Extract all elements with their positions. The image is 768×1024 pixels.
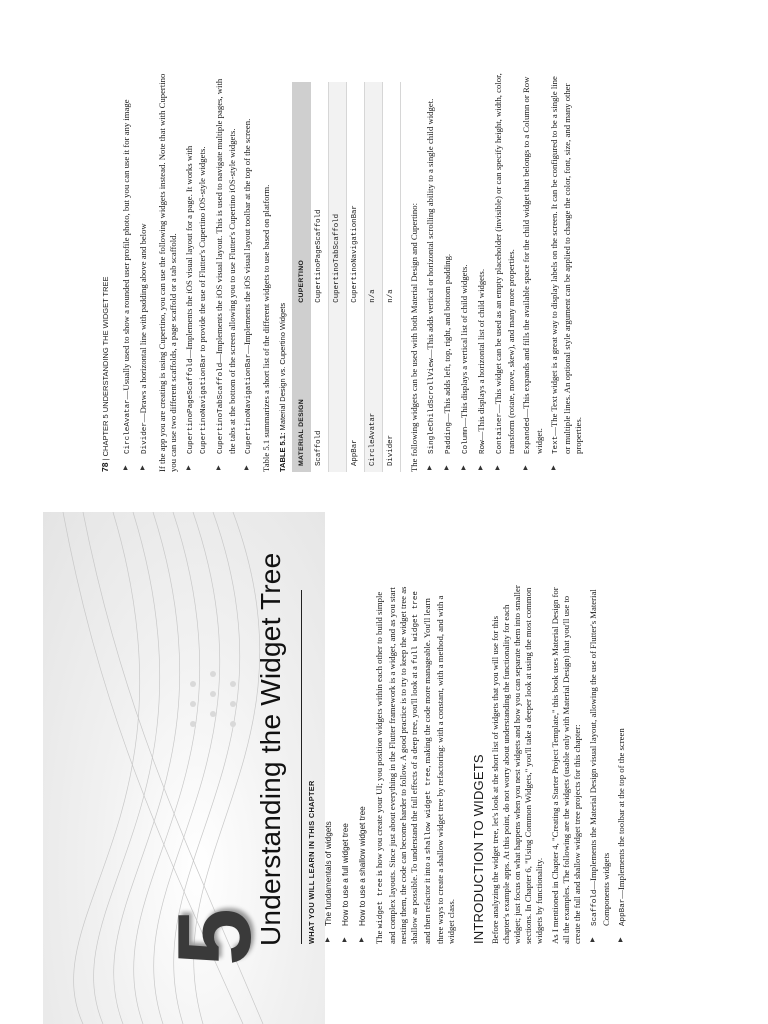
- body-paragraph: If the app you are creating is using Cupertino, you can use the following widgets instead. Note that with Cupertino you can use two different scaffolds, a page scaffold or a tab scaffold.: [157, 73, 178, 472]
- chapter-number: 5: [157, 908, 273, 966]
- widgets-table: [277, 82, 401, 472]
- body-paragraph: Before analyzing the widget tree, let's look at the short list of widgets that you will use for this chapter's example apps. At this point, do not worry about understanding the functionality for each widget; just focus on what happens when you nest widgets and how you can separate them into smaller sections. In Chapter 6, "Using Common Widgets," you'll take a deeper look at using the most common widgets by functionality.: [490, 585, 544, 944]
- list-item: ▶ Column—This displays a vertical list of child widgets.: [459, 72, 472, 472]
- table-row: AppBar CupertinoNavigationBar: [347, 82, 365, 472]
- page-number: 78: [100, 462, 110, 472]
- body-paragraph: The following widgets can be used with both Material Design and Cupertino:: [409, 202, 419, 472]
- running-header: [100, 277, 110, 473]
- running-title: CHAPTER 5 UNDERSTANDING THE WIDGET TREE: [101, 276, 110, 457]
- cupertino-list: [184, 72, 255, 472]
- shared-widget-list: [425, 72, 584, 472]
- chapter-title: Understanding the Widget Tree: [255, 552, 286, 946]
- body-paragraph: As I mentioned in Chapter 4, "Creating a Starter Project Template," this book uses Material Design for all the examples. The following are the widgets (usable only with Material Design) that you'll use to create the full and shallow widget tree projects for this chapter:: [550, 587, 582, 944]
- introduction-heading: INTRODUCTION TO WIDGETS: [471, 754, 486, 944]
- list-item: ▶ Padding—This adds left, top, right, and bottom padding.: [442, 72, 455, 472]
- learn-item: ▶ The fundamentals of widgets: [323, 584, 334, 944]
- table-row: CircleAvatar n/a: [365, 82, 383, 472]
- table-row: Scaffold CupertinoPageScaffold: [311, 82, 329, 472]
- list-item: ▶ Text—The Text widget is a great way to display labels on the screen. It can be configured to be a single line or multiple lines. An optional style argument can be applied to change the color, font, size, and many other properties.: [549, 72, 584, 472]
- list-item: ▶ SingleChildScrollView—This adds vertical or horizontal scrolling ability to a single child widget.: [425, 72, 438, 472]
- list-item: ▶ CupertinoNavigationBar—Implements the iOS visual layout toolbar at the top of the screen.: [242, 72, 255, 472]
- left-page-text: [266, 584, 635, 944]
- list-item: ▶ AppBar—Implements the toolbar at the top of the screen: [616, 584, 629, 944]
- learn-item: ▶ How to use a full widget tree: [340, 584, 351, 944]
- list-item: ▶ CupertinoTabScaffold—Implements the iOS visual layout. This is used to navigate multiple pages, with the tabs at the bottom of the screen allowing you to use Flutter's Cupertino iOS-style widgets.: [214, 72, 238, 472]
- list-item: ▶ Row—This displays a horizontal list of child widgets.: [476, 72, 489, 472]
- table-caption: TABLE 5.1: Material Design vs. Cupertino Widgets: [278, 302, 287, 472]
- intro-paragraph: The widget tree is how you create your UI; you position widgets within each other to build simple and complex layouts. Since just about everything in the Flutter framework is a widget, and as you start nesting them, the code can become harder to follow. A good practice is to try to keep the widget tree as shallow as possible. To understand the full effects of a deep tree, you'll look at a full widget tree and then refactor it into a shallow widget tree, making the code more manageable. You'll learn three ways to create a shallow widget tree by refactoring: with a constant, with a method, and with a widget class.: [374, 586, 456, 944]
- column-header: MATERIAL DESIGN: [292, 309, 311, 472]
- chapter-opener-page: [0, 512, 768, 1024]
- table-row: Divider n/a: [383, 82, 401, 472]
- list-item: ▶ CupertinoPageScaffold—Implements the iOS visual layout for a page. It works with CupertinoNavigationBar to provide the use of Flutter's Cupertino iOS-style widgets.: [184, 72, 210, 472]
- list-item: ▶ Expanded—This expands and fills the available space for the child widget that belongs to a Column or Row widget.: [521, 72, 545, 472]
- body-paragraph: Table 5.1 summarizes a short list of the different widgets to use based on platform.: [261, 184, 271, 472]
- list-item: ▶ Divider—Draws a horizontal line with padding above and below: [138, 72, 151, 472]
- learn-item: ▶ How to use a shallow widget tree: [357, 584, 368, 944]
- table-row: CupertinoTabScaffold: [329, 82, 347, 472]
- widget-list: [588, 584, 629, 944]
- list-item: ▶ Container—This widget can be used as an empty placeholder (invisible) or can specify height, width, color, transform (rotate, move, skew), and many more properties.: [493, 72, 517, 472]
- right-page-text: [117, 72, 590, 472]
- widget-list: [121, 72, 151, 472]
- table-header-row: [292, 82, 311, 472]
- learn-heading: WHAT YOU WILL LEARN IN THIS CHAPTER: [307, 780, 316, 944]
- learn-list: [323, 584, 368, 944]
- column-header: CUPERTINO: [292, 82, 311, 309]
- header-separator: |: [101, 458, 110, 461]
- list-item: ▶ CircleAvatar—Usually used to show a rounded user profile photo, but you can use it for any image: [121, 72, 134, 472]
- list-item: ▶ Scaffold—Implements the Material Design visual layout, allowing the use of Flutter's Material Components widgets: [588, 584, 612, 944]
